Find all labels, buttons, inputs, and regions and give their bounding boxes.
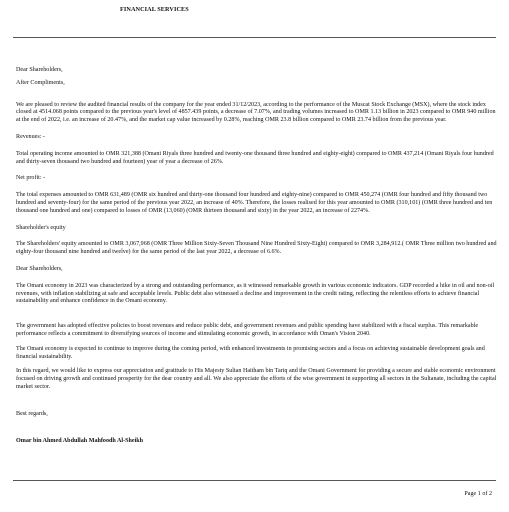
footer-divider — [13, 480, 496, 481]
outlook-paragraph: The Omani economy is expected to continue to improve during the coming period, with enhanced investments in promising sectors and a focus on achieving sustainable development goals and financial sustainability. — [16, 345, 485, 360]
document-header-title: FINANCIAL SERVICES — [120, 6, 189, 13]
salutation-2: Dear Shareholders, — [16, 265, 63, 272]
equity-paragraph: The Shareholders' equity amounted to OMR 3,067,968 (OMR Three Million Sixty-Seven Thousand Nine Hundred Sixty-Eight) compared to OMR 3,284,912.( OMR Three million two hundred and eighty-four thousand nine hundred and twelve) for the same period of the last year 2022, a decrease of 6.6%. — [16, 241, 497, 256]
equity-heading: Shareholder's equity — [16, 224, 66, 231]
signatory-name: Omar bin Ahmed Abdullah Mahfoodh Al-Sheikh — [16, 437, 144, 444]
net-profit-paragraph: The total expenses amounted to OMR 631,489 (OMR six hundred and thirty-one thousand four hundred and eighty-nine) compared to OMR 450,274 (OMR four hundred and fifty thousand two hundred and seventy-four) for the same period of the previous year 2022, an increase of 40%. Therefore, the losses realised for this year amounted to OMR (310,101) (OMR three hundred and ten thousand one hundred and one) compared to losses of OMR (13,060) (OMR thirteen thousand and sixty) in the year 2022, an increase of 2274%. — [16, 192, 493, 214]
government-paragraph: The government has adopted effective policies to boost revenues and reduce public debt, and government revenues and public spending have stabilized with a fiscal surplus. This remarkable performance reflects a commitment to diversifying sources of income and stimulating economic growth, in accordance with Oman's Vision 2040. — [16, 323, 479, 337]
net-profit-heading: Net profit: - — [16, 175, 46, 182]
letter-body — [16, 67, 497, 445]
salutation: Dear Shareholders, — [16, 67, 63, 73]
closing: Best regards, — [16, 410, 48, 417]
greeting: After Compliments, — [16, 79, 65, 86]
page-number: Page 1 of 2 — [464, 491, 492, 497]
revenues-heading: Revenues: - — [16, 133, 45, 140]
appreciation-paragraph: In this regard, we would like to express our appreciation and gratitude to His Majesty Sultan Haitham bin Tariq and the Omani Government for providing a secure and stable economic environment focused on driving growth and continued prosperity for the dear country and all. We also appreciate the efforts of the wise government in supporting all sectors in the Sultanate, including the capital market sector. — [16, 368, 497, 390]
header-divider — [13, 37, 496, 38]
revenues-paragraph: Total operating income amounted to OMR 321,388 (Omani Riyals three hundred and twenty-one thousand three hundred and eighty-eight) compared to OMR 437,214 (Omani Riyals four hundred and thirty-seven thousand two hundred and fourteen) year of year a decrease of 26%. — [16, 150, 494, 165]
intro-paragraph: We are pleased to review the audited financial results of the company for the year ended 31/12/2023, according to the performance of the Muscat Stock Exchange (MSX), where the stock index closed at 4514.068 points compared to the previous year's level of 4857.439 points, a decrease of 7.07%, and trading volumes increased to OMR 1.13 billion in 2023 compared to OMR 940 million at the end of 2022, i.e. an increase of 20.47%, and the market cap value increased by 0.28%, reaching OMR 23.8 billion compared to OMR 23.74 billion from the previous year. — [16, 101, 496, 124]
economy-paragraph: The Omani economy in 2023 was characterized by a strong and outstanding performance, as it witnessed remarkable growth in various economic indicators. GDP recorded a hike in oil and non-oil revenues, with inflation stabilizing at safe and acceptable levels. Public debt also witnessed a decline and improvement in the credit rating, reflecting the relentless efforts to achieve financial sustainability and enhance confidence in the Omani economy. — [16, 282, 495, 305]
